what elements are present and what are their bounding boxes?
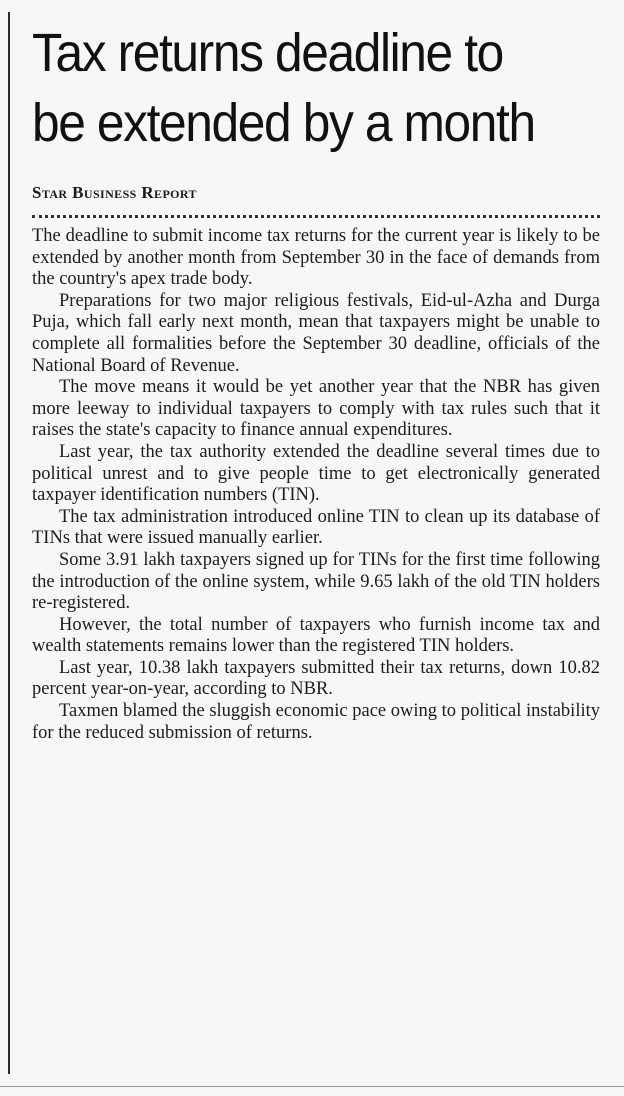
- paragraph-1: The deadline to submit income tax returns for the current year is likely to be extended by another month from September 30 in the face of demands from the country's apex trade body.: [32, 226, 600, 290]
- left-column-rule: [8, 12, 10, 1074]
- headline: [32, 18, 555, 158]
- article-body: [32, 226, 600, 744]
- paragraph-3: The move means it would be yet another year that the NBR has given more leeway to individual taxpayers to comply with tax rules such that it raises the state's capacity to finance annual expenditures.: [32, 377, 600, 441]
- bottom-page-rule: [0, 1086, 624, 1087]
- headline-line-2: be extended by a month: [32, 93, 535, 153]
- dotted-divider: [32, 215, 600, 218]
- byline: Star Business Report: [32, 183, 197, 202]
- paragraph-5: The tax administration introduced online TIN to clean up its database of TINs that were issued manually earlier.: [32, 506, 600, 549]
- paragraph-2: Preparations for two major religious festivals, Eid-ul-Azha and Durga Puja, which fall early next month, mean that taxpayers might be unable to complete all formalities before the September 30 deadline, officials of the National Board of Revenue.: [32, 290, 600, 376]
- paragraph-9: Taxmen blamed the sluggish economic pace owing to political instability for the reduced submission of returns.: [32, 701, 600, 743]
- headline-line-1: Tax returns deadline to: [32, 23, 503, 83]
- paragraph-7: However, the total number of taxpayers who furnish income tax and wealth statements remains lower than the registered TIN holders.: [32, 614, 600, 657]
- paragraph-6: Some 3.91 lakh taxpayers signed up for TINs for the first time following the introduction of the online system, while 9.65 lakh of the old TIN holders re-registered.: [32, 549, 600, 614]
- paragraph-8: Last year, 10.38 lakh taxpayers submitted their tax returns, down 10.82 percent year-on-year, according to NBR.: [32, 657, 600, 700]
- news-article: [32, 18, 600, 744]
- paragraph-4: Last year, the tax authority extended the deadline several times due to political unrest and to give people time to get electronically generated taxpayer identification numbers (TIN).: [32, 441, 600, 506]
